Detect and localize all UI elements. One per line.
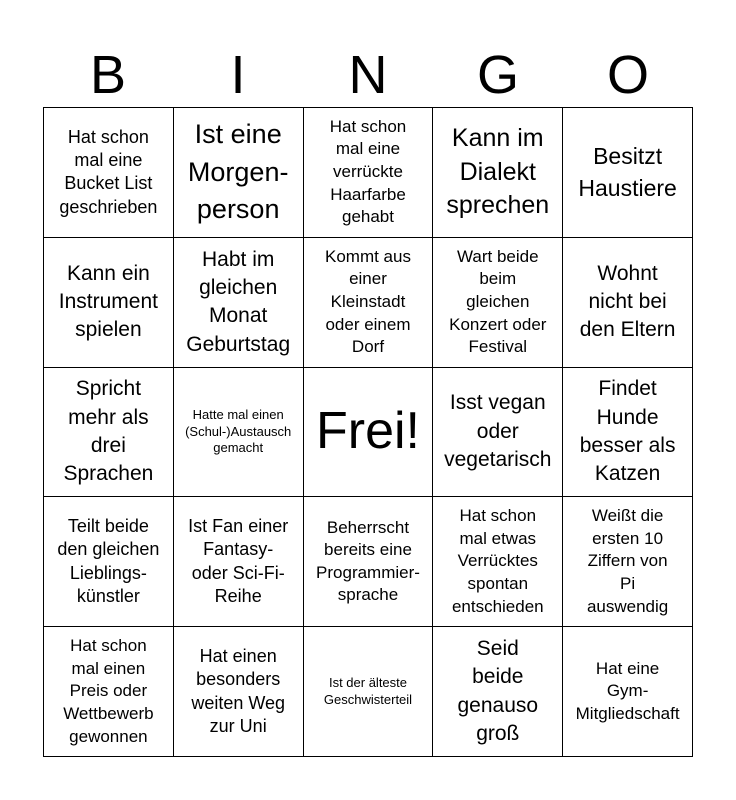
bingo-cell[interactable] <box>563 497 693 627</box>
bingo-cell-text: Besitzt Haustiere <box>578 143 677 202</box>
bingo-cell[interactable] <box>174 627 304 757</box>
bingo-header <box>43 42 693 108</box>
bingo-cell-text: Ist Fan einer Fantasy- oder Sci-Fi- Reihe <box>188 516 289 607</box>
bingo-cell[interactable] <box>433 108 563 238</box>
bingo-cell-text: Weißt die ersten 10 Ziffern von Pi auswendig <box>586 506 669 616</box>
bingo-cell[interactable] <box>44 497 174 627</box>
bingo-cell[interactable] <box>304 108 434 238</box>
header-letter-g: G <box>476 45 519 105</box>
bingo-cell-text: Hatte mal einen (Schul-)Austausch gemacht <box>185 406 292 456</box>
bingo-cell-text: Ist eine Morgen- person <box>187 118 289 225</box>
bingo-cell[interactable] <box>304 238 434 368</box>
bingo-cell[interactable] <box>174 497 304 627</box>
bingo-cell-text: Wart beide beim gleichen Konzert oder Festival <box>449 246 547 357</box>
bingo-cell[interactable] <box>174 238 304 368</box>
bingo-cell-text: Hat schon mal einen Preis oder Wettbewerb gewonnen <box>63 636 154 746</box>
bingo-cell-text: Seid beide genauso groß <box>457 636 539 745</box>
header-letter-n: N <box>348 45 388 105</box>
bingo-cell-text: Hat schon mal etwas Verrücktes spontan entschieden <box>451 506 544 616</box>
bingo-cell-text: Kann im Dialekt sprechen <box>446 123 550 220</box>
bingo-cell[interactable] <box>44 238 174 368</box>
bingo-cell-text: Isst vegan oder vegetarisch <box>444 391 552 472</box>
bingo-grid <box>43 107 693 757</box>
header-letter-b: B <box>89 45 127 105</box>
bingo-cell[interactable] <box>304 497 434 627</box>
bingo-cell[interactable] <box>174 108 304 238</box>
bingo-cell-text: Findet Hunde besser als Katzen <box>579 377 676 486</box>
bingo-cell[interactable] <box>563 627 693 757</box>
bingo-cell[interactable] <box>563 108 693 238</box>
bingo-cell-text: Hat schon mal eine Bucket List geschrieben <box>59 126 158 217</box>
free-space-label: Frei! <box>315 402 420 461</box>
bingo-cell[interactable] <box>433 497 563 627</box>
bingo-cell-text: Hat einen besonders weiten Weg zur Uni <box>191 645 286 736</box>
bingo-cell-text: Kommt aus einer Kleinstadt oder einem Dorf <box>325 246 411 357</box>
bingo-cell[interactable] <box>44 368 174 498</box>
bingo-cell-text: Beherrscht bereits eine Programmier- sprache <box>316 517 420 605</box>
bingo-cell[interactable] <box>563 238 693 368</box>
free-space-cell[interactable] <box>304 368 434 498</box>
bingo-cell[interactable] <box>433 627 563 757</box>
bingo-cell[interactable] <box>563 368 693 498</box>
bingo-cell-text: Wohnt nicht bei den Eltern <box>579 261 676 342</box>
bingo-cell[interactable] <box>433 238 563 368</box>
bingo-cell-text: Ist der älteste Geschwisterteil <box>323 674 413 707</box>
bingo-cell-text: Kann ein Instrument spielen <box>58 261 158 342</box>
bingo-cell-text: Habt im gleichen Monat Geburtstag <box>186 247 291 356</box>
bingo-cell[interactable] <box>44 627 174 757</box>
header-letter-o: O <box>606 45 649 105</box>
bingo-cell[interactable] <box>304 627 434 757</box>
bingo-cell[interactable] <box>44 108 174 238</box>
bingo-cell[interactable] <box>174 368 304 498</box>
bingo-cell-text: Spricht mehr als drei Sprachen <box>63 377 154 486</box>
bingo-cell[interactable] <box>433 368 563 498</box>
header-letter-i: I <box>230 45 246 105</box>
bingo-cell-text: Hat schon mal eine verrückte Haarfarbe gehabt <box>329 116 407 227</box>
bingo-cell-text: Teilt beide den gleichen Lieblings- künstler <box>57 516 160 607</box>
bingo-cell-text: Hat eine Gym- Mitgliedschaft <box>575 658 680 723</box>
